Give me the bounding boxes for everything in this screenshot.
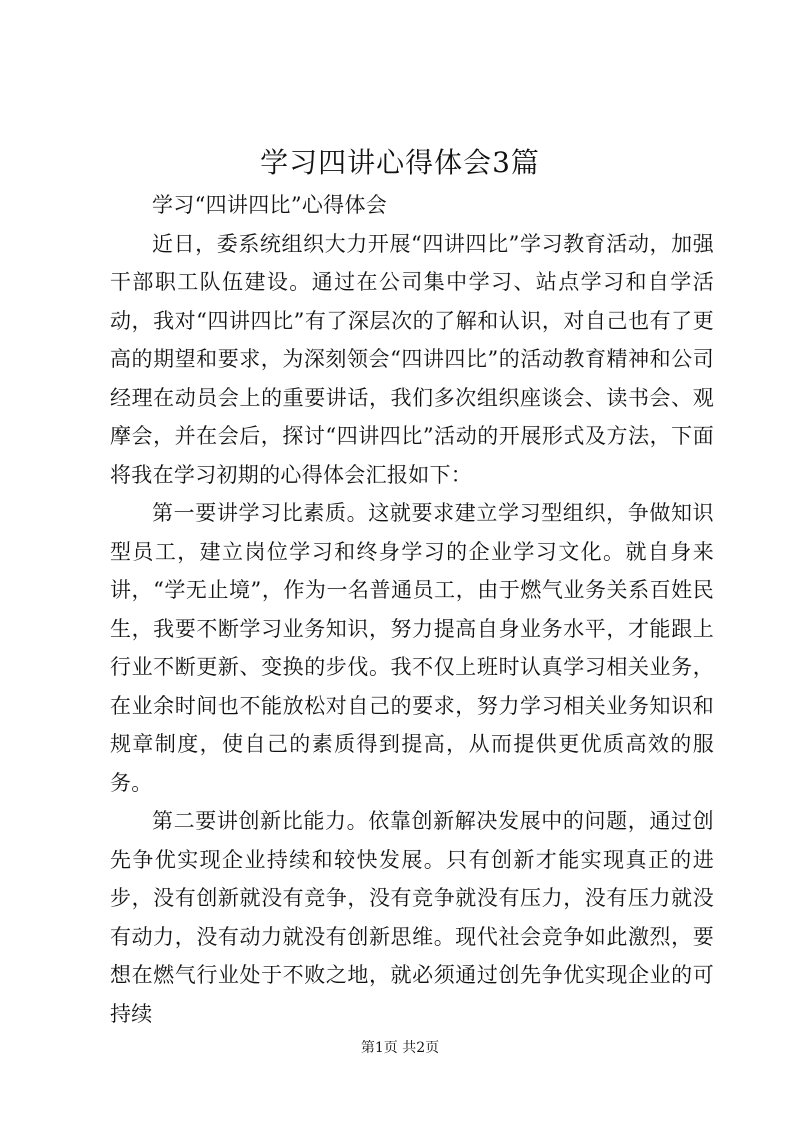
document-title: 学习四讲心得体会3篇 xyxy=(260,146,540,179)
subtitle-paragraph: 学习“四讲四比”心得体会 xyxy=(152,193,388,217)
page-footer: 第1页 共2页 xyxy=(360,1040,440,1056)
intro-paragraph: 近日，委系统组织大力开展“四讲四比”学习教育活动，加强干部职工队伍建设。通过在公司集中学习、站点学习和自学活动，我对“四讲四比”有了深层次的了解和认识，对自己也有了更高的期望和要求，为深刻领会“四讲四比”的活动教育精神和公司经理在动员会上的重要讲话，我们多次组织座谈会、读书会、观摩会，并在会后，探讨“四讲四比”活动的开展形式及方法，下面将我在学习初期的心得体会汇报如下： xyxy=(110,231,714,487)
document-body xyxy=(110,186,714,1033)
study-quality-paragraph: 第一要讲学习比素质。这就要求建立学习型组织，争做知识型员工，建立岗位学习和终身学习的企业学习文化。就自身来讲，“学无止境”，作为一名普通员工，由于燃气业务关系百姓民生，我要不断学习业务知识，努力提高自身业务水平，才能跟上行业不断更新、变换的步伐。我不仅上班时认真学习相关业务，在业余时间也不能放松对自己的要求，努力学习相关业务知识和规章制度，使自己的素质得到提高，从而提供更优质高效的服务。 xyxy=(110,501,714,795)
innovation-ability-paragraph: 第二要讲创新比能力。依靠创新解决发展中的问题，通过创先争优实现企业持续和较快发展。只有创新才能实现真正的进步，没有创新就没有竞争，没有竞争就没有压力，没有压力就没有动力，没有动力就没有创新思维。现代社会竞争如此激烈，要想在燃气行业处于不败之地，就必须通过创先争优实现企业的可持续 xyxy=(110,809,714,1026)
